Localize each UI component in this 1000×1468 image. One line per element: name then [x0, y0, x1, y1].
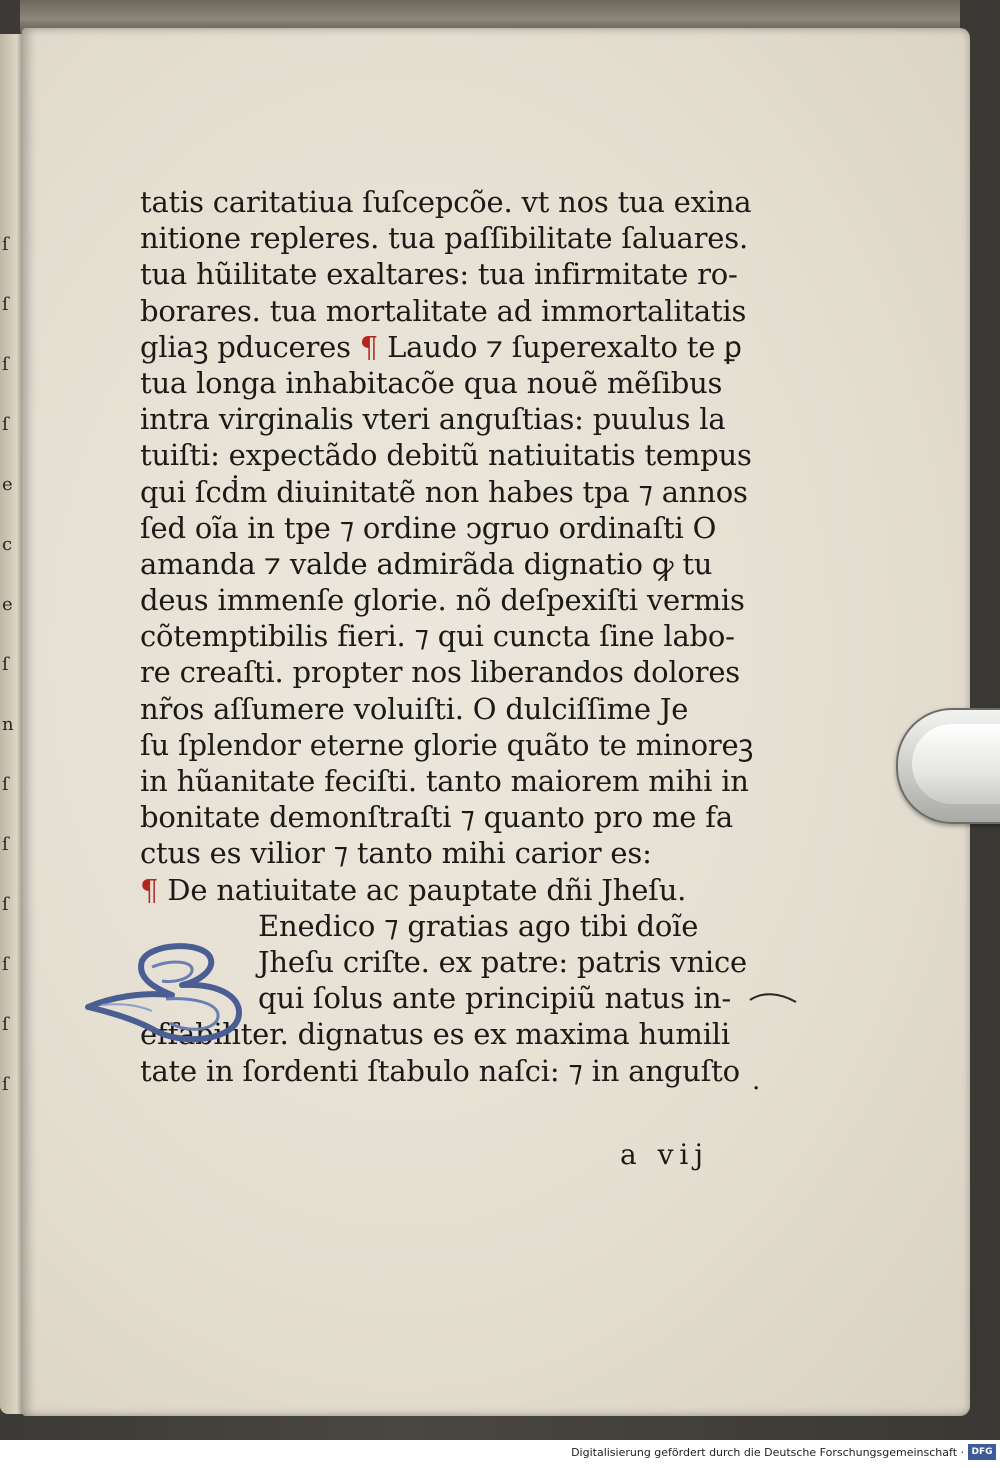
facing-page-glyph: c	[2, 534, 13, 555]
text-line: deus immenſe glorie. nõ deſpexiſti vermis	[140, 583, 745, 618]
text-line: effabiliter. dignatus es ex maxima humili	[140, 1017, 730, 1052]
text-line: ſed oĩa in tpe ⁊ ordine ↄgruo ordinaſti O	[140, 510, 717, 545]
marginal-mark: .	[752, 1066, 761, 1096]
facing-page-glyph: ſ	[2, 1074, 9, 1095]
text-line: qui ſcḋm diuinitatẽ non habes tpa ⁊ annos	[140, 474, 748, 509]
text-line: in hũanitate feciſti. tanto maiorem mihi in	[140, 764, 749, 798]
text-line: borares. tua mortalitate ad immortalitatis	[140, 293, 747, 328]
text-line: amanda ⁊ valde admirãda dignatio ꝙ tu	[140, 546, 713, 581]
facing-page-glyph: ſ	[2, 894, 9, 915]
text-line: bonitate demonſtraſti ⁊ quanto pro me fa	[140, 800, 733, 835]
facing-page-glyph: e	[2, 474, 13, 495]
facing-page-glyph: ſ	[2, 954, 9, 975]
text-line: cõtemptibilis fieri. ⁊ qui cuncta ſine labo-	[140, 619, 735, 654]
funding-credit: Digitalisierung gefördert durch die Deutsche Forschungsgemeinschaft ·	[571, 1446, 964, 1459]
text-line: ſu ſplendor eterne glorie quãto te minoreꝫ	[140, 727, 754, 762]
facing-page-glyph: ſ	[2, 774, 9, 795]
facing-page-glyph: ſ	[2, 1014, 9, 1035]
facing-page-glyph: ſ	[2, 294, 9, 315]
facing-page-glyph: ſ	[2, 354, 9, 375]
marginal-stroke	[748, 988, 798, 1008]
footer	[0, 1440, 1000, 1468]
facing-page-glyph: ſ	[2, 414, 9, 435]
facing-page-glyph: ſ	[2, 654, 9, 675]
book-clasp	[896, 708, 1000, 824]
text-line: nr̃os aſſumere voluiſti. O dulciſſime Je	[140, 691, 689, 726]
dfg-logo: DFG	[968, 1444, 996, 1460]
text-line: tuiſti: expectãdo debitũ natiuitatis tempus	[140, 438, 752, 473]
text-line: tate in ſordenti ſtabulo naſci: ⁊ in anguſto	[140, 1053, 740, 1088]
facing-page-glyph: e	[2, 594, 13, 615]
facing-page-glyph: ſ	[2, 834, 9, 855]
text-line: ¶ De natiuitate ac pauptate dñi Jheſu.	[140, 872, 687, 907]
text-line: intra virginalis vteri anguſtias: puulus la	[140, 402, 726, 437]
facing-page-glyph: n	[2, 714, 14, 735]
text-line: tua longa inhabitacõe qua nouẽ mẽſibus	[140, 365, 723, 400]
clasp-inner	[912, 724, 1000, 804]
text-line: qui ſolus ante principiũ natus in-	[258, 981, 731, 1016]
facing-page-glyph: ſ	[2, 234, 9, 255]
text-line: Enedico ⁊ gratias ago tibi doĩe	[258, 908, 699, 943]
text-line: Jheſu criſte. ex patre: patris vnice	[258, 944, 748, 979]
signature-mark: a vij	[620, 1138, 710, 1171]
decorated-initial-b	[82, 937, 252, 1047]
text-line: tua hũilitate exaltares: tua infirmitate ro-	[140, 257, 738, 292]
paragraph-mark: ¶	[359, 329, 379, 364]
paragraph-mark: ¶	[140, 872, 159, 907]
text-line: gliaꝫ pduceres ¶ Laudo ⁊ ſuperexalto te ꝑ	[140, 329, 742, 364]
text-line: nitione repleres. tua paſſibilitate ſaluares.	[140, 221, 748, 256]
text-line: ctus es vilior ⁊ tanto mihi carior es:	[140, 836, 652, 871]
facing-page-edge	[0, 34, 24, 1414]
text-line: tatis caritatiua ſuſcepcõe. vt nos tua exina	[140, 185, 752, 219]
text-line: re creaſti. propter nos liberandos dolores	[140, 655, 740, 690]
